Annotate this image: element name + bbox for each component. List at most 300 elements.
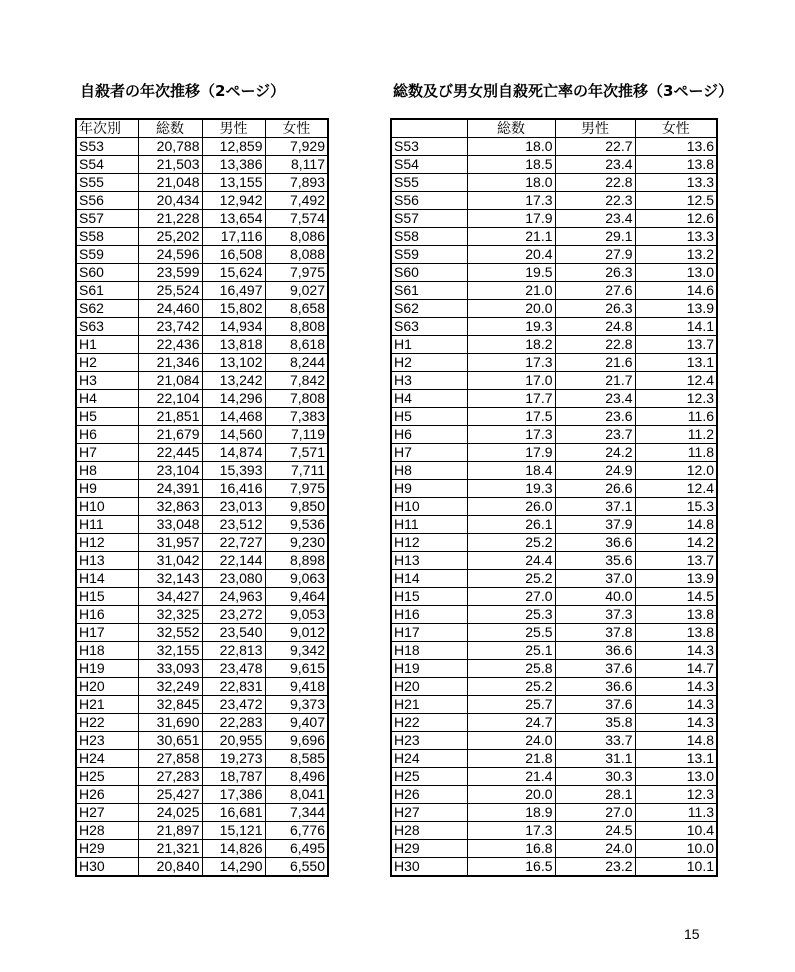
total-cell: 26.0 — [467, 498, 555, 516]
year-cell: H25 — [76, 768, 138, 786]
male-cell: 21.7 — [555, 372, 635, 390]
female-cell: 12.4 — [635, 480, 717, 498]
year-cell: S54 — [391, 156, 467, 174]
male-cell: 23.4 — [555, 390, 635, 408]
year-cell: H4 — [391, 390, 467, 408]
year-cell: H2 — [391, 354, 467, 372]
table-header-row — [76, 119, 328, 138]
total-cell: 21,321 — [138, 840, 202, 858]
year-cell: S62 — [76, 300, 138, 318]
male-cell: 37.9 — [555, 516, 635, 534]
table-row — [391, 174, 717, 192]
year-cell: H15 — [76, 588, 138, 606]
male-cell: 22.3 — [555, 192, 635, 210]
total-cell: 31,957 — [138, 534, 202, 552]
male-cell: 26.3 — [555, 264, 635, 282]
table-row — [391, 624, 717, 642]
right-table-title: 総数及び男女別自殺死亡率の年次推移（3ページ） — [393, 82, 734, 100]
total-cell: 18.9 — [467, 804, 555, 822]
female-cell: 9,012 — [265, 624, 328, 642]
total-cell: 22,104 — [138, 390, 202, 408]
total-cell: 24.0 — [467, 732, 555, 750]
total-cell: 24,596 — [138, 246, 202, 264]
total-cell: 25.8 — [467, 660, 555, 678]
total-cell: 20.0 — [467, 786, 555, 804]
total-cell: 16.8 — [467, 840, 555, 858]
male-cell: 23.4 — [555, 156, 635, 174]
female-cell: 12.6 — [635, 210, 717, 228]
male-cell: 24.8 — [555, 318, 635, 336]
female-cell: 14.8 — [635, 516, 717, 534]
table-row — [391, 246, 717, 264]
total-cell: 24,460 — [138, 300, 202, 318]
male-cell: 31.1 — [555, 750, 635, 768]
year-cell: H22 — [391, 714, 467, 732]
female-cell: 9,053 — [265, 606, 328, 624]
female-cell: 14.3 — [635, 714, 717, 732]
total-cell: 21,084 — [138, 372, 202, 390]
total-cell: 27,283 — [138, 768, 202, 786]
female-cell: 13.1 — [635, 750, 717, 768]
year-cell: H23 — [391, 732, 467, 750]
female-cell: 7,383 — [265, 408, 328, 426]
male-cell: 40.0 — [555, 588, 635, 606]
male-cell: 37.3 — [555, 606, 635, 624]
total-cell: 26.1 — [467, 516, 555, 534]
table-row — [76, 786, 328, 804]
male-cell: 15,121 — [202, 822, 265, 840]
female-cell: 6,776 — [265, 822, 328, 840]
table-row — [76, 372, 328, 390]
female-cell: 13.8 — [635, 606, 717, 624]
year-cell: H16 — [391, 606, 467, 624]
year-cell: H5 — [76, 408, 138, 426]
year-cell: H4 — [76, 390, 138, 408]
year-cell: H17 — [76, 624, 138, 642]
female-cell: 8,618 — [265, 336, 328, 354]
female-cell: 14.3 — [635, 678, 717, 696]
female-cell: 14.5 — [635, 588, 717, 606]
male-cell: 13,102 — [202, 354, 265, 372]
male-cell: 13,386 — [202, 156, 265, 174]
year-cell: H8 — [391, 462, 467, 480]
male-cell: 35.8 — [555, 714, 635, 732]
year-cell: S53 — [76, 138, 138, 156]
total-cell: 33,048 — [138, 516, 202, 534]
male-cell: 23.4 — [555, 210, 635, 228]
table-row — [76, 660, 328, 678]
female-cell: 8,496 — [265, 768, 328, 786]
year-cell: H7 — [391, 444, 467, 462]
female-cell: 12.5 — [635, 192, 717, 210]
female-cell: 13.6 — [635, 138, 717, 156]
table-row — [391, 570, 717, 588]
table-row — [391, 750, 717, 768]
female-cell: 7,975 — [265, 264, 328, 282]
female-cell: 13.8 — [635, 156, 717, 174]
table-row — [76, 858, 328, 877]
table-row — [76, 516, 328, 534]
male-cell: 19,273 — [202, 750, 265, 768]
female-cell: 13.7 — [635, 336, 717, 354]
year-cell: H29 — [76, 840, 138, 858]
female-cell: 6,495 — [265, 840, 328, 858]
total-cell: 21,048 — [138, 174, 202, 192]
male-cell: 37.1 — [555, 498, 635, 516]
male-cell: 15,802 — [202, 300, 265, 318]
total-cell: 25.5 — [467, 624, 555, 642]
table-row — [391, 534, 717, 552]
table-row — [76, 696, 328, 714]
female-cell: 14.1 — [635, 318, 717, 336]
total-cell: 21.1 — [467, 228, 555, 246]
suicide-count-table — [75, 118, 329, 877]
year-cell: H10 — [76, 498, 138, 516]
female-cell: 7,574 — [265, 210, 328, 228]
table-row — [391, 768, 717, 786]
male-cell: 15,393 — [202, 462, 265, 480]
female-cell: 7,808 — [265, 390, 328, 408]
year-cell: H9 — [391, 480, 467, 498]
female-cell: 14.2 — [635, 534, 717, 552]
header-male: 男性 — [202, 119, 265, 138]
table-row — [391, 822, 717, 840]
table-row — [391, 714, 717, 732]
female-cell: 7,344 — [265, 804, 328, 822]
total-cell: 20,434 — [138, 192, 202, 210]
male-cell: 24,963 — [202, 588, 265, 606]
header-female: 女性 — [265, 119, 328, 138]
male-cell: 21.6 — [555, 354, 635, 372]
total-cell: 21,851 — [138, 408, 202, 426]
year-cell: H21 — [391, 696, 467, 714]
male-cell: 23,478 — [202, 660, 265, 678]
total-cell: 21,228 — [138, 210, 202, 228]
table-row — [76, 138, 328, 156]
year-cell: H16 — [76, 606, 138, 624]
table-row — [391, 192, 717, 210]
male-cell: 23,013 — [202, 498, 265, 516]
male-cell: 14,296 — [202, 390, 265, 408]
table-row — [76, 336, 328, 354]
table-row — [76, 750, 328, 768]
year-cell: H11 — [76, 516, 138, 534]
female-cell: 12.4 — [635, 372, 717, 390]
total-cell: 25.1 — [467, 642, 555, 660]
female-cell: 14.3 — [635, 642, 717, 660]
table-row — [391, 678, 717, 696]
year-cell: H7 — [76, 444, 138, 462]
total-cell: 27.0 — [467, 588, 555, 606]
table-row — [391, 804, 717, 822]
table-row — [76, 156, 328, 174]
table-header-row — [391, 119, 717, 138]
year-cell: H6 — [391, 426, 467, 444]
male-cell: 27.0 — [555, 804, 635, 822]
year-cell: H14 — [76, 570, 138, 588]
male-cell: 23,472 — [202, 696, 265, 714]
male-cell: 17,116 — [202, 228, 265, 246]
year-cell: H20 — [391, 678, 467, 696]
table-row — [76, 318, 328, 336]
total-cell: 32,845 — [138, 696, 202, 714]
year-cell: H19 — [391, 660, 467, 678]
table-row — [76, 732, 328, 750]
table-row — [391, 786, 717, 804]
year-cell: S61 — [76, 282, 138, 300]
table-row — [76, 282, 328, 300]
female-cell: 7,893 — [265, 174, 328, 192]
total-cell: 17.3 — [467, 354, 555, 372]
year-cell: S60 — [391, 264, 467, 282]
total-cell: 25.2 — [467, 570, 555, 588]
year-cell: S56 — [76, 192, 138, 210]
year-cell: H17 — [391, 624, 467, 642]
table-row — [391, 282, 717, 300]
year-cell: H12 — [76, 534, 138, 552]
female-cell: 12.3 — [635, 390, 717, 408]
total-cell: 25,202 — [138, 228, 202, 246]
female-cell: 8,086 — [265, 228, 328, 246]
year-cell: H24 — [76, 750, 138, 768]
male-cell: 37.6 — [555, 660, 635, 678]
total-cell: 18.4 — [467, 462, 555, 480]
table-row — [391, 516, 717, 534]
male-cell: 35.6 — [555, 552, 635, 570]
female-cell: 8,244 — [265, 354, 328, 372]
male-cell: 14,560 — [202, 426, 265, 444]
header-blank — [391, 119, 467, 138]
page-number: 15 — [684, 926, 700, 942]
year-cell: H30 — [391, 858, 467, 877]
table-row — [76, 768, 328, 786]
year-cell: H19 — [76, 660, 138, 678]
male-cell: 22,144 — [202, 552, 265, 570]
year-cell: H23 — [76, 732, 138, 750]
total-cell: 32,249 — [138, 678, 202, 696]
total-cell: 17.9 — [467, 444, 555, 462]
female-cell: 9,850 — [265, 498, 328, 516]
male-cell: 24.9 — [555, 462, 635, 480]
table-row — [391, 408, 717, 426]
total-cell: 20.4 — [467, 246, 555, 264]
male-cell: 36.6 — [555, 642, 635, 660]
male-cell: 22,283 — [202, 714, 265, 732]
female-cell: 9,418 — [265, 678, 328, 696]
female-cell: 14.6 — [635, 282, 717, 300]
female-cell: 8,088 — [265, 246, 328, 264]
year-cell: S56 — [391, 192, 467, 210]
table-row — [391, 372, 717, 390]
total-cell: 19.5 — [467, 264, 555, 282]
male-cell: 23.7 — [555, 426, 635, 444]
year-cell: S62 — [391, 300, 467, 318]
table-row — [391, 498, 717, 516]
male-cell: 16,416 — [202, 480, 265, 498]
male-cell: 20,955 — [202, 732, 265, 750]
year-cell: H28 — [391, 822, 467, 840]
male-cell: 24.0 — [555, 840, 635, 858]
total-cell: 17.7 — [467, 390, 555, 408]
female-cell: 8,808 — [265, 318, 328, 336]
female-cell: 13.8 — [635, 624, 717, 642]
male-cell: 26.3 — [555, 300, 635, 318]
female-cell: 8,898 — [265, 552, 328, 570]
male-cell: 28.1 — [555, 786, 635, 804]
total-cell: 21.8 — [467, 750, 555, 768]
table-row — [76, 822, 328, 840]
female-cell: 13.2 — [635, 246, 717, 264]
table-row — [76, 246, 328, 264]
male-cell: 37.6 — [555, 696, 635, 714]
total-cell: 23,599 — [138, 264, 202, 282]
female-cell: 7,929 — [265, 138, 328, 156]
year-cell: H9 — [76, 480, 138, 498]
table-row — [76, 462, 328, 480]
total-cell: 32,863 — [138, 498, 202, 516]
female-cell: 9,063 — [265, 570, 328, 588]
total-cell: 25,524 — [138, 282, 202, 300]
year-cell: H29 — [391, 840, 467, 858]
table-row — [76, 264, 328, 282]
year-cell: S58 — [391, 228, 467, 246]
total-cell: 25,427 — [138, 786, 202, 804]
total-cell: 21,503 — [138, 156, 202, 174]
table-row — [76, 300, 328, 318]
year-cell: H11 — [391, 516, 467, 534]
male-cell: 26.6 — [555, 480, 635, 498]
male-cell: 36.6 — [555, 678, 635, 696]
table-row — [391, 426, 717, 444]
year-cell: H5 — [391, 408, 467, 426]
year-cell: H26 — [391, 786, 467, 804]
total-cell: 17.9 — [467, 210, 555, 228]
table-row — [76, 354, 328, 372]
male-cell: 22,831 — [202, 678, 265, 696]
table-row — [76, 552, 328, 570]
table-row — [391, 588, 717, 606]
table-row — [391, 336, 717, 354]
total-cell: 24,025 — [138, 804, 202, 822]
male-cell: 13,242 — [202, 372, 265, 390]
female-cell: 11.3 — [635, 804, 717, 822]
year-cell: H22 — [76, 714, 138, 732]
year-cell: H3 — [76, 372, 138, 390]
year-cell: H1 — [391, 336, 467, 354]
table-row — [76, 606, 328, 624]
year-cell: H25 — [391, 768, 467, 786]
female-cell: 8,585 — [265, 750, 328, 768]
total-cell: 22,445 — [138, 444, 202, 462]
female-cell: 10.1 — [635, 858, 717, 877]
male-cell: 12,859 — [202, 138, 265, 156]
left-table-title: 自殺者の年次推移（2ページ） — [80, 82, 286, 100]
total-cell: 20,840 — [138, 858, 202, 877]
total-cell: 23,742 — [138, 318, 202, 336]
male-cell: 23,512 — [202, 516, 265, 534]
table-row — [76, 444, 328, 462]
female-cell: 13.0 — [635, 264, 717, 282]
female-cell: 9,230 — [265, 534, 328, 552]
table-row — [76, 426, 328, 444]
male-cell: 22,813 — [202, 642, 265, 660]
male-cell: 16,681 — [202, 804, 265, 822]
total-cell: 18.0 — [467, 174, 555, 192]
year-cell: H30 — [76, 858, 138, 877]
total-cell: 16.5 — [467, 858, 555, 877]
year-cell: H18 — [391, 642, 467, 660]
female-cell: 9,615 — [265, 660, 328, 678]
male-cell: 14,468 — [202, 408, 265, 426]
total-cell: 17.0 — [467, 372, 555, 390]
female-cell: 7,119 — [265, 426, 328, 444]
total-cell: 20.0 — [467, 300, 555, 318]
total-cell: 24.4 — [467, 552, 555, 570]
total-cell: 23,104 — [138, 462, 202, 480]
male-cell: 13,654 — [202, 210, 265, 228]
total-cell: 21,346 — [138, 354, 202, 372]
year-cell: H2 — [76, 354, 138, 372]
table-row — [76, 642, 328, 660]
total-cell: 32,325 — [138, 606, 202, 624]
table-row — [76, 714, 328, 732]
total-cell: 18.5 — [467, 156, 555, 174]
table-row — [391, 138, 717, 156]
female-cell: 13.3 — [635, 174, 717, 192]
table-row — [76, 534, 328, 552]
male-cell: 14,874 — [202, 444, 265, 462]
year-cell: S63 — [76, 318, 138, 336]
table-row — [391, 480, 717, 498]
female-cell: 13.3 — [635, 228, 717, 246]
year-cell: H6 — [76, 426, 138, 444]
total-cell: 18.2 — [467, 336, 555, 354]
total-cell: 25.2 — [467, 678, 555, 696]
table-row — [76, 192, 328, 210]
year-cell: S57 — [391, 210, 467, 228]
table-row — [391, 300, 717, 318]
total-cell: 25.3 — [467, 606, 555, 624]
total-cell: 17.3 — [467, 426, 555, 444]
male-cell: 37.0 — [555, 570, 635, 588]
year-cell: H12 — [391, 534, 467, 552]
male-cell: 27.9 — [555, 246, 635, 264]
total-cell: 18.0 — [467, 138, 555, 156]
table-row — [76, 570, 328, 588]
total-cell: 17.3 — [467, 192, 555, 210]
table-row — [76, 840, 328, 858]
year-cell: S54 — [76, 156, 138, 174]
table-row — [391, 228, 717, 246]
female-cell: 7,492 — [265, 192, 328, 210]
table-row — [391, 732, 717, 750]
male-cell: 23,080 — [202, 570, 265, 588]
year-cell: H24 — [391, 750, 467, 768]
header-male: 男性 — [555, 119, 635, 138]
year-cell: H3 — [391, 372, 467, 390]
year-cell: H27 — [76, 804, 138, 822]
male-cell: 24.2 — [555, 444, 635, 462]
table-row — [76, 588, 328, 606]
female-cell: 14.8 — [635, 732, 717, 750]
female-cell: 8,658 — [265, 300, 328, 318]
table-row — [76, 174, 328, 192]
year-cell: H10 — [391, 498, 467, 516]
male-cell: 14,826 — [202, 840, 265, 858]
total-cell: 33,093 — [138, 660, 202, 678]
female-cell: 6,550 — [265, 858, 328, 877]
year-cell: H8 — [76, 462, 138, 480]
